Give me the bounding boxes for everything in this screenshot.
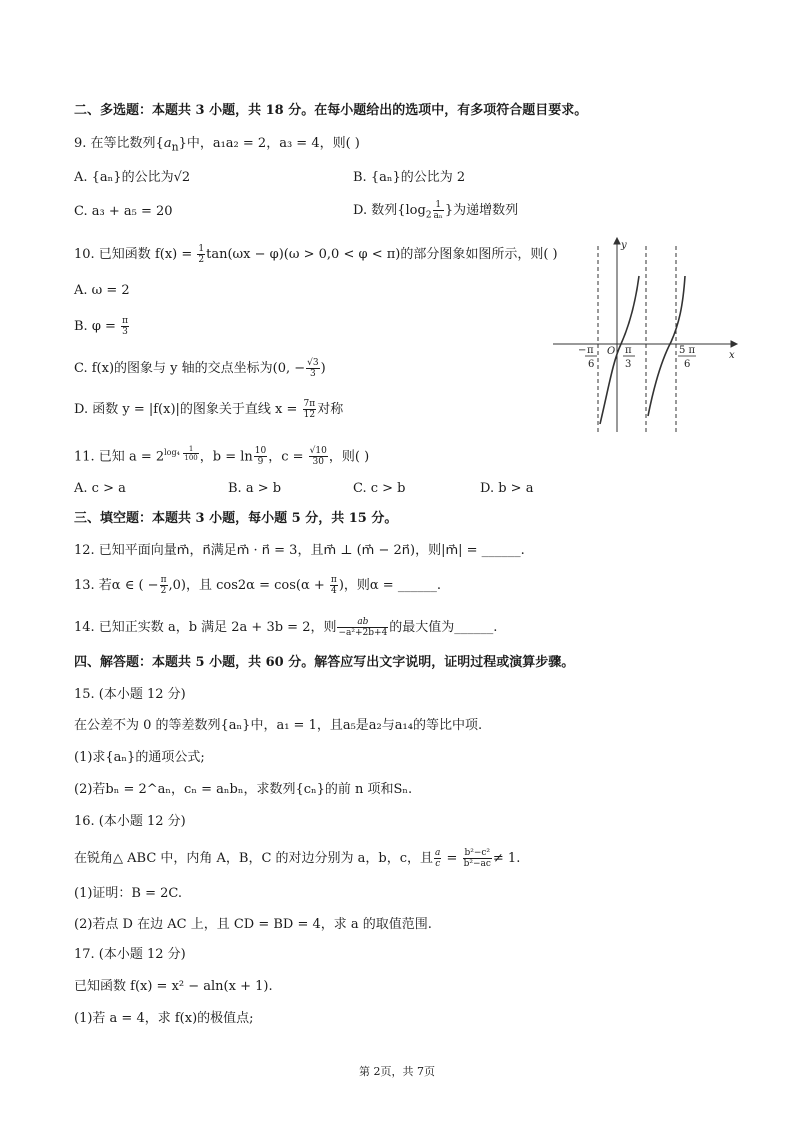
question-16-stem: 在锐角△ ABC 中，内角 A，B，C 的对边分别为 a，b，c，且 $\frac{a}{c}$ = $\frac{\text{b²−c²}}{\text{b²−ac}}$ ≠ 1. [74, 848, 521, 869]
q11-option-c: C. c > b [353, 481, 406, 496]
q9-option-a: A. {aₙ}的公比为√2 [74, 170, 191, 185]
tick-neg-pi-6-sign: − [578, 345, 587, 356]
question-12: 12. 已知平面向量m⃗，n⃗满足m⃗ · n⃗ = 3，且m⃗ ⊥ (m⃗ − 2n⃗)，则|m⃗| = ______. [74, 543, 525, 558]
question-15-part-2: (2)若bₙ = 2^aₙ，cₙ = aₙbₙ，求数列{cₙ}的前 n 项和Sₙ. [74, 782, 413, 797]
question-16-title: 16. (本小题 12 分) [74, 814, 186, 829]
question-14: 14. 已知正实数 a，b 满足 2a + 3b = 2，则 $\frac{ab}{\text{−a²+2b+4}}$ 的最大值为______. [74, 617, 498, 638]
question-16-part-2: (2)若点 D 在边 AC 上，且 CD = BD = 4，求 a 的取值范围. [74, 917, 432, 932]
q9-option-b: B. {aₙ}的公比为 2 [353, 170, 466, 185]
page-footer: 第 2页，共 7页 [359, 1065, 435, 1078]
x-axis-label: x [729, 350, 735, 361]
q10-option-c: C. f(x)的图象与 y 轴的交点坐标为(0, − $\frac{√3}{3}$ ) [74, 358, 326, 379]
question-15-part-1: (1)求{aₙ}的通项公式; [74, 750, 205, 765]
question-11-stem: 11. 已知 $a = 2^{log_4 \frac{1}{100}}$ ，b = ln $\frac{10}{9}$ ，c = $\frac{√10}{30}$ ，则( ) [74, 444, 370, 468]
tick-neg-pi-6-num: π [587, 345, 594, 356]
question-17-title: 17. (本小题 12 分) [74, 947, 186, 962]
section-heading-solutions: 四、解答题：本题共 5 小题，共 60 分。解答应写出文字说明，证明过程或演算步骤。 [74, 655, 575, 670]
tick-pi-3-den: 3 [625, 359, 632, 370]
x-axis-arrow [731, 341, 737, 347]
question-10-stem: 10. 已知函数 f(x) = $\frac{1}{2}$ tan(ωx − φ)(ω > 0,0 < φ < π)的部分图象如图所示，则( ) [74, 244, 558, 265]
question-15-stem: 在公差不为 0 的等差数列{aₙ}中，a₁ = 1，且a₅是a₂与a₁₄的等比中项. [74, 718, 483, 733]
tick-5pi-6-den: 6 [684, 359, 691, 370]
q9-option-d: D. 数列{$\log_2$ $\frac{1}{\text{aₙ}}$ }为递增数列 [353, 200, 519, 221]
question-13: 13. 若α ∈ ( − $\frac{\pi}{2}$ ,0)，且 cos2α = cos(α + $\frac{\pi}{4}$ )，则α = ______. [74, 575, 441, 596]
tick-pi-3-num: π [625, 345, 632, 356]
question-17-stem: 已知函数 f(x) = x² − aln(x + 1). [74, 979, 273, 994]
q10-option-d: D. 函数 y = |f(x)|的图象关于直线 x = $\frac{7\pi}{12}$ 对称 [74, 399, 344, 420]
q9-option-c: C. a₃ + a₅ = 20 [74, 204, 173, 219]
tick-5pi-6-num: 5 π [679, 345, 696, 356]
q11-option-a: A. c > a [74, 481, 126, 496]
question-17-part-1: (1)若 a = 4，求 f(x)的极值点; [74, 1011, 254, 1026]
section-heading-multiple-choice: 二、多选题：本题共 3 小题，共 18 分。在每小题给出的选项中，有多项符合题目要求。 [74, 103, 588, 118]
tangent-branch-1 [600, 276, 639, 424]
tangent-graph-figure [551, 236, 741, 436]
q11-option-b: B. a > b [228, 481, 282, 496]
section-heading-fill-in: 三、填空题：本题共 3 小题，每小题 5 分，共 15 分。 [74, 511, 398, 526]
question-16-part-1: (1)证明：B = 2C. [74, 886, 183, 901]
q9-stem-text: 9. 在等比数列$\{a_n\}$中，a₁a₂ = 2，a₃ = 4，则( ) [74, 136, 360, 154]
origin-label: O [607, 346, 616, 357]
y-axis-label: y [621, 240, 627, 251]
q11-option-d: D. b > a [480, 481, 534, 496]
q10-option-a: A. ω = 2 [74, 283, 130, 298]
q10-option-b: B. φ = $\frac{\pi}{3}$ [74, 316, 128, 337]
y-axis-arrow [614, 238, 620, 244]
question-15-title: 15. (本小题 12 分) [74, 687, 186, 702]
question-9-stem [74, 134, 360, 158]
tick-neg-pi-6-den: 6 [588, 359, 595, 370]
